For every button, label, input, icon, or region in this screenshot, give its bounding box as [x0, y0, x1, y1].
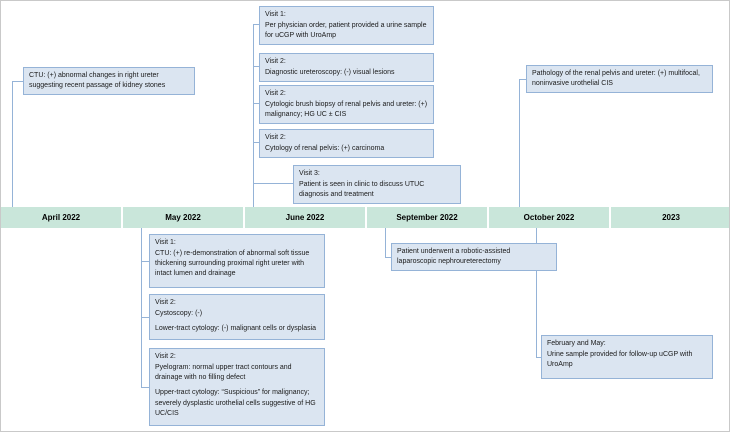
- timeline-segment-2023: [611, 207, 730, 228]
- timeline-band: [1, 207, 730, 228]
- event-box-april-ctu: [23, 67, 195, 95]
- event-box-2023-followup: [541, 335, 713, 379]
- event-text: Diagnostic ureteroscopy: (-) visual lesions: [265, 69, 395, 77]
- event-box-june-visit2-ureteroscopy: [259, 53, 434, 82]
- timeline-segment-september-2022: [367, 207, 487, 228]
- event-box-may-visit2-pyelogram: [149, 348, 325, 426]
- event-text: Cytologic brush biopsy of renal pelvis and ureter: (+) malignancy; HG UC ± CIS: [265, 101, 428, 119]
- event-title: February and May:: [547, 340, 606, 347]
- connector-may-stub-2: [141, 317, 149, 318]
- event-box-june-visit2-brush-biopsy: [259, 85, 434, 124]
- timeline-segment-april-2022: [1, 207, 121, 228]
- event-title: Visit 1:: [265, 11, 286, 18]
- connector-october-trunk: [519, 79, 520, 207]
- event-text: CTU: (+) abnormal changes in right ureter suggesting recent passage of kidney stones: [29, 72, 166, 90]
- event-text: Lower-tract cytology: (-) malignant cells or dysplasia: [155, 325, 317, 333]
- event-text: Patient is seen in clinic to discuss UTUC diagnosis and treatment: [299, 181, 425, 199]
- timeline-segment-june-2022: [245, 207, 365, 228]
- event-text: Pathology of the renal pelvis and ureter: (+) multifocal, noninvasive urothelial CIS: [532, 70, 700, 88]
- timeline-label-september-2022: September 2022: [396, 213, 458, 222]
- event-box-june-visit2-cytology: [259, 129, 434, 158]
- event-text: Cystoscopy: (-): [155, 310, 203, 318]
- event-text: Per physician order, patient provided a urine sample for uCGP with UroAmp: [265, 22, 427, 40]
- connector-may-stub-1: [141, 261, 149, 262]
- connector-may-stub-3: [141, 387, 149, 388]
- event-text: Upper-tract cytology: “Suspicious” for malignancy; severely dysplastic urothelial cells suggestive of HG UC/CIS: [155, 389, 316, 417]
- connector-october-stub: [519, 79, 526, 80]
- event-text: CTU: (+) re-demonstration of abnormal soft tissue thickening surrounding proximal right ureter with intact lumen and drainage: [155, 250, 310, 278]
- event-box-october-pathology: [526, 65, 713, 93]
- connector-april-stub: [12, 81, 23, 82]
- timeline-segment-may-2022: [123, 207, 243, 228]
- event-box-september-nephroureterectomy: [391, 243, 557, 271]
- event-box-june-visit1: [259, 6, 434, 45]
- timeline-label-2023: 2023: [662, 213, 680, 222]
- timeline-label-june-2022: June 2022: [285, 213, 325, 222]
- event-text: Patient underwent a robotic-assisted laparoscopic nephroureterectomy: [397, 248, 511, 266]
- event-title: Visit 2:: [155, 299, 176, 306]
- connector-september-trunk: [385, 228, 386, 257]
- timeline-label-may-2022: May 2022: [165, 213, 201, 222]
- connector-may-trunk: [141, 228, 142, 387]
- connector-june-stub-5: [253, 183, 293, 184]
- event-text: Cytology of renal pelvis: (+) carcinoma: [265, 145, 385, 153]
- connector-april-trunk: [12, 81, 13, 207]
- event-box-may-visit1-ctu: [149, 234, 325, 288]
- event-text: Pyelogram: normal upper tract contours and drainage with no filling defect: [155, 364, 292, 382]
- event-text: Urine sample provided for follow-up uCGP with UroAmp: [547, 351, 693, 369]
- connector-june-trunk: [253, 24, 254, 207]
- event-box-june-visit3: [293, 165, 461, 204]
- event-box-may-visit2-cystoscopy: [149, 294, 325, 340]
- event-title: Visit 1:: [155, 239, 176, 246]
- event-title: Visit 3:: [299, 170, 320, 177]
- timeline-label-october-2022: October 2022: [523, 213, 575, 222]
- event-title: Visit 2:: [265, 58, 286, 65]
- event-title: Visit 2:: [155, 353, 176, 360]
- event-title: Visit 2:: [265, 134, 286, 141]
- timeline-segment-october-2022: [489, 207, 609, 228]
- timeline-label-april-2022: April 2022: [41, 213, 81, 222]
- event-title: Visit 2:: [265, 90, 286, 97]
